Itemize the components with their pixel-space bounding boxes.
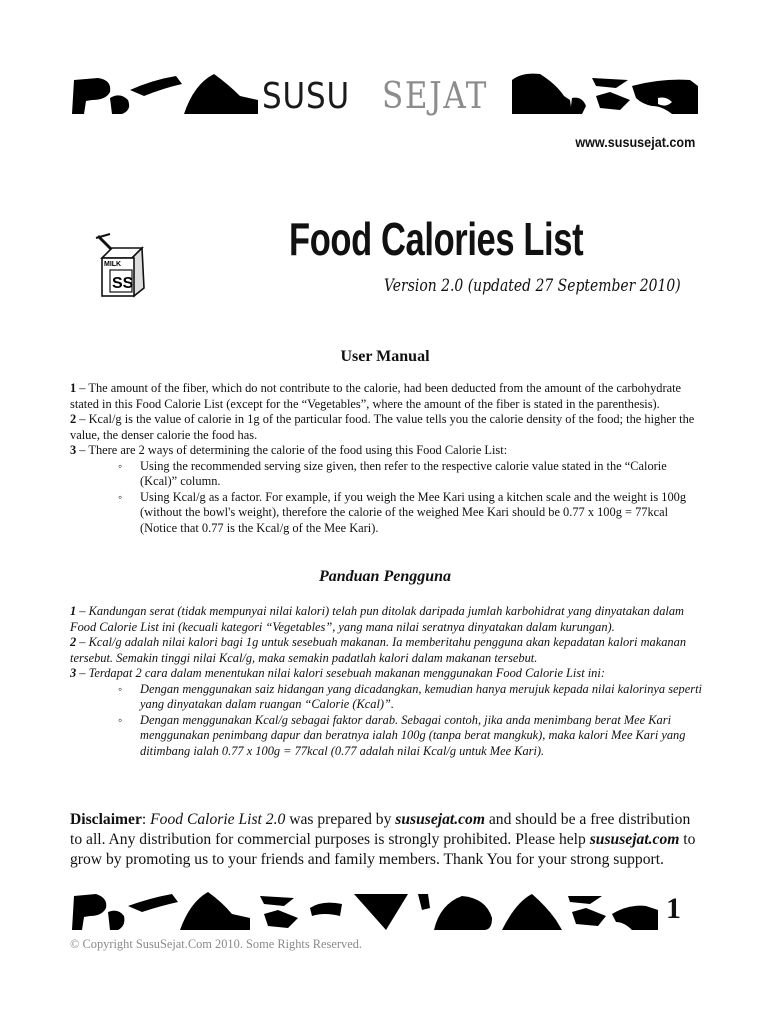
disclaimer-site2: sususejat.com xyxy=(589,831,680,848)
copyright-notice: © Copyright SusuSejat.Com 2010. Some Rights Reserved. xyxy=(70,937,362,951)
disclaimer-site1: sususejat.com xyxy=(395,811,485,828)
disclaimer-part1: was prepared by xyxy=(285,811,396,828)
document-version: Version 2.0 (updated 27 September 2010) xyxy=(384,276,681,296)
panduan-item xyxy=(70,666,702,682)
manual-item xyxy=(70,381,702,412)
item-number: 2 xyxy=(70,412,77,426)
manual-sub-item: ◦ Using Kcal/g as a factor. For example, if you weigh the Mee Kari using a kitchen scale and the weight is 100g (without the bowl's weight), therefore the calorie of the weighed Mee Kari should be 0.77 x 100g = 77kcal (Notice that 0.77 is the Kcal/g of the Mee Kari). xyxy=(70,490,702,537)
item-text: – Terdapat 2 cara dalam menentukan nilai kalori sesebuah makanan menggunakan Food Calorie List ini: xyxy=(76,666,605,680)
panduan-sub-item: ◦ Dengan menggunakan Kcal/g sebagai faktor darab. Sebagai contoh, jika anda menimbang berat Mee Kari menggunakan penimbang dapur dan beratnya ialah 100g (tanpa berat mangkuk), maka kalori Mee Kari yang ditimbang ialah 0.77 x 100g = 77kcal (0.77 adalah nilai Kcal/g untuk Mee Kari). xyxy=(70,713,702,760)
website-url: www.sususejat.com xyxy=(575,134,695,150)
cow-print-right-icon xyxy=(512,70,702,120)
item-number: 1 xyxy=(70,604,77,618)
disclaimer-part2: and should be a free distribution to all. Any distribution for commercial purposes is strongly prohibited. Please help xyxy=(70,811,691,848)
user-manual-heading: User Manual xyxy=(340,348,430,365)
item-number: 2 xyxy=(70,635,77,649)
milk-letters: SS xyxy=(112,275,134,292)
item-number: 3 xyxy=(70,443,77,457)
milk-label: MILK xyxy=(104,261,122,268)
brand-susu: SUSU xyxy=(262,76,351,117)
item-text: – The amount of the fiber, which do not contribute to the calorie, had been deducted from the amount of the carbohydrate stated in this Food Calorie List (except for the “Vegetables”, where the amount of the fiber is stated in the parenthesis). xyxy=(70,381,682,411)
panduan-sub-item: ◦ Dengan menggunakan saiz hidangan yang dicadangkan, kemudian hanya merujuk kepada nilai kalorinya seperti yang dinyatakan dalam ruangan “Calorie (Kcal)”. xyxy=(70,682,702,713)
panduan-item xyxy=(70,635,702,666)
item-text: – Kandungan serat (tidak mempunyai nilai kalori) telah pun ditolak daripada jumlah karbohidrat yang dinyatakan dalam Food Calorie List ini (kecuali kategori “Vegetables”, yang mana nilai seratnya dinyatakan dalam kurungan). xyxy=(70,604,684,634)
document-title: Food Calories List xyxy=(289,213,584,265)
footer-cow-print-icon xyxy=(72,890,662,934)
manual-sub-item: ◦ Using the recommended serving size given, then refer to the respective calorie value stated in the “Calorie (Kcal)” column. xyxy=(70,459,702,490)
brand-sejat: SEJAT xyxy=(382,76,489,117)
disclaimer-colon: : xyxy=(141,811,151,828)
panduan-heading: Panduan Pengguna xyxy=(318,568,452,585)
item-number: 3 xyxy=(70,666,77,680)
panduan-body xyxy=(70,604,702,759)
disclaimer-part3: to grow by promoting us to your friends and family members. Thank You for your strong support. xyxy=(70,831,696,868)
milk-carton-icon xyxy=(90,232,152,298)
disclaimer xyxy=(70,810,706,870)
disclaimer-product: Food Calorie List 2.0 xyxy=(150,811,286,828)
item-text: – Kcal/g adalah nilai kalori bagi 1g untuk sesebuah makanan. Ia memberitahu pengguna akan kepadatan kalori makanan tersebut. Semakin tinggi nilai Kcal/g, maka semakin padatlah kalori dalam makanan tersebut. xyxy=(70,635,687,665)
manual-item xyxy=(70,443,702,459)
item-number: 1 xyxy=(70,381,77,395)
panduan-item xyxy=(70,604,702,635)
disclaimer-label: Disclaimer xyxy=(70,811,142,828)
item-text: – Kcal/g is the value of calorie in 1g of the particular food. The value tells you the calorie density of the food; the higher the value, the denser calorie the food has. xyxy=(70,412,695,442)
item-text: – There are 2 ways of determining the calorie of the food using this Food Calorie List: xyxy=(76,443,508,457)
manual-item xyxy=(70,412,702,443)
user-manual-body xyxy=(70,381,702,536)
page-number: 1 xyxy=(666,892,681,925)
